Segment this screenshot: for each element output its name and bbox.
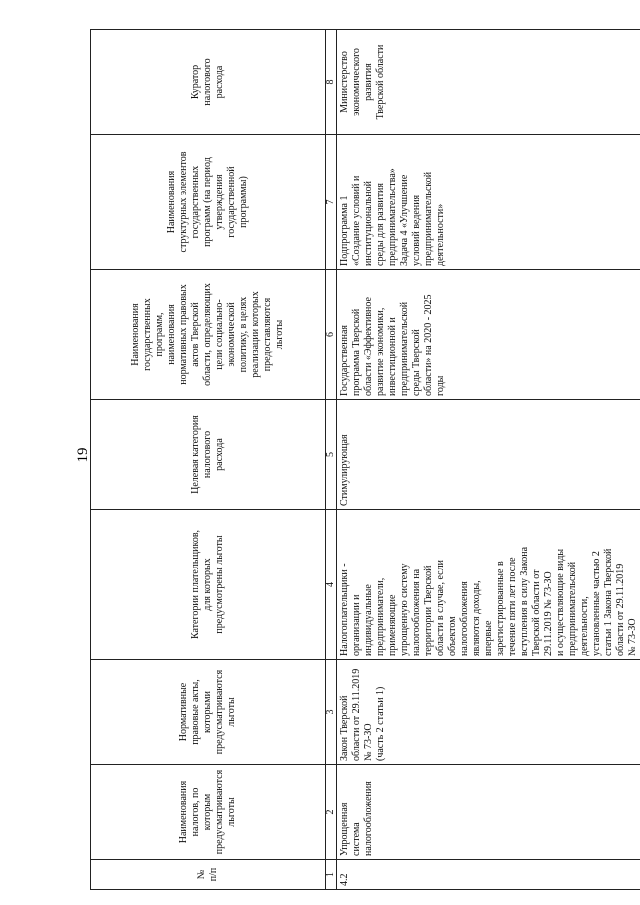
rotated-content: [90, 30, 638, 890]
header-cell: Целевая категория налогового расхода: [91, 400, 326, 510]
tax-name-cell: Упрощенная система налогообложения: [337, 765, 640, 860]
column-number: 1: [326, 860, 337, 890]
column-number: 4: [326, 510, 337, 660]
column-number: 6: [326, 270, 337, 400]
header-cell: Наименования структурных элементов государственных программ (на период утверждения государственной программы): [91, 135, 326, 270]
header-row: [91, 30, 326, 890]
payer-category-cell: Налогоплательщики - организации и индивидуальные предприниматели, применяющие упрощенную систему налогообложения на территории Тверской области в случае, если объектом налогообложения являются доходы, впервые зарегистрированные в течение пяти лет после вступления в силу Закона Тверской области от 29.11.2019 № 73-ЗО и осуществляющие виды предпринимательской деятельности, установленные частью 2 статьи 1 Закона Тверской области от 29.11.2019 № 73-ЗО: [337, 510, 640, 660]
program-element-cell: Подпрограмма 1 «Создание условий и институциональной среды для развития предпринимательства» Задача 4 «Улучшение условий ведения предпринимательской деятельности»: [337, 135, 640, 270]
header-cell: № п/п: [91, 860, 326, 890]
header-cell: Нормативные правовые акты, которыми предусматриваются льготы: [91, 660, 326, 765]
legal-act-cell: Закон Тверской области от 29.11.2019 № 73-ЗО (часть 2 статьи 1): [337, 660, 640, 765]
header-cell: Наименования государственных программ, наименования нормативных правовых актов Тверской области, определяющих цели социально- экономической политику, в целях реализации которых предоставляются льготы: [91, 270, 326, 400]
state-program-cell: Государственная программа Тверской области «Эффективное развитие экономики, инвестиционной и предпринимательской среды Тверской области» на 2020 - 2025 годы: [337, 270, 640, 400]
column-number: 3: [326, 660, 337, 765]
target-category-cell: Стимулирующая: [337, 400, 640, 510]
header-cell: Куратор налогового расхода: [91, 30, 326, 135]
header-cell: Категории плательщиков, для которых предусмотрены льготы: [91, 510, 326, 660]
header-cell: Наименования налогов, по которым предусматриваются льготы: [91, 765, 326, 860]
column-number: 5: [326, 400, 337, 510]
page-number: 19: [75, 447, 91, 463]
column-number: 2: [326, 765, 337, 860]
column-number: 8: [326, 30, 337, 135]
table-row: [337, 30, 640, 890]
row-number-cell: 4.2: [337, 860, 640, 890]
column-number: 7: [326, 135, 337, 270]
rotated-table-wrapper: [90, 30, 638, 890]
column-number-row: [326, 30, 337, 890]
curator-cell: Министерство экономического развития Тверской области: [337, 30, 640, 135]
tax-expenditure-table: [90, 29, 640, 890]
